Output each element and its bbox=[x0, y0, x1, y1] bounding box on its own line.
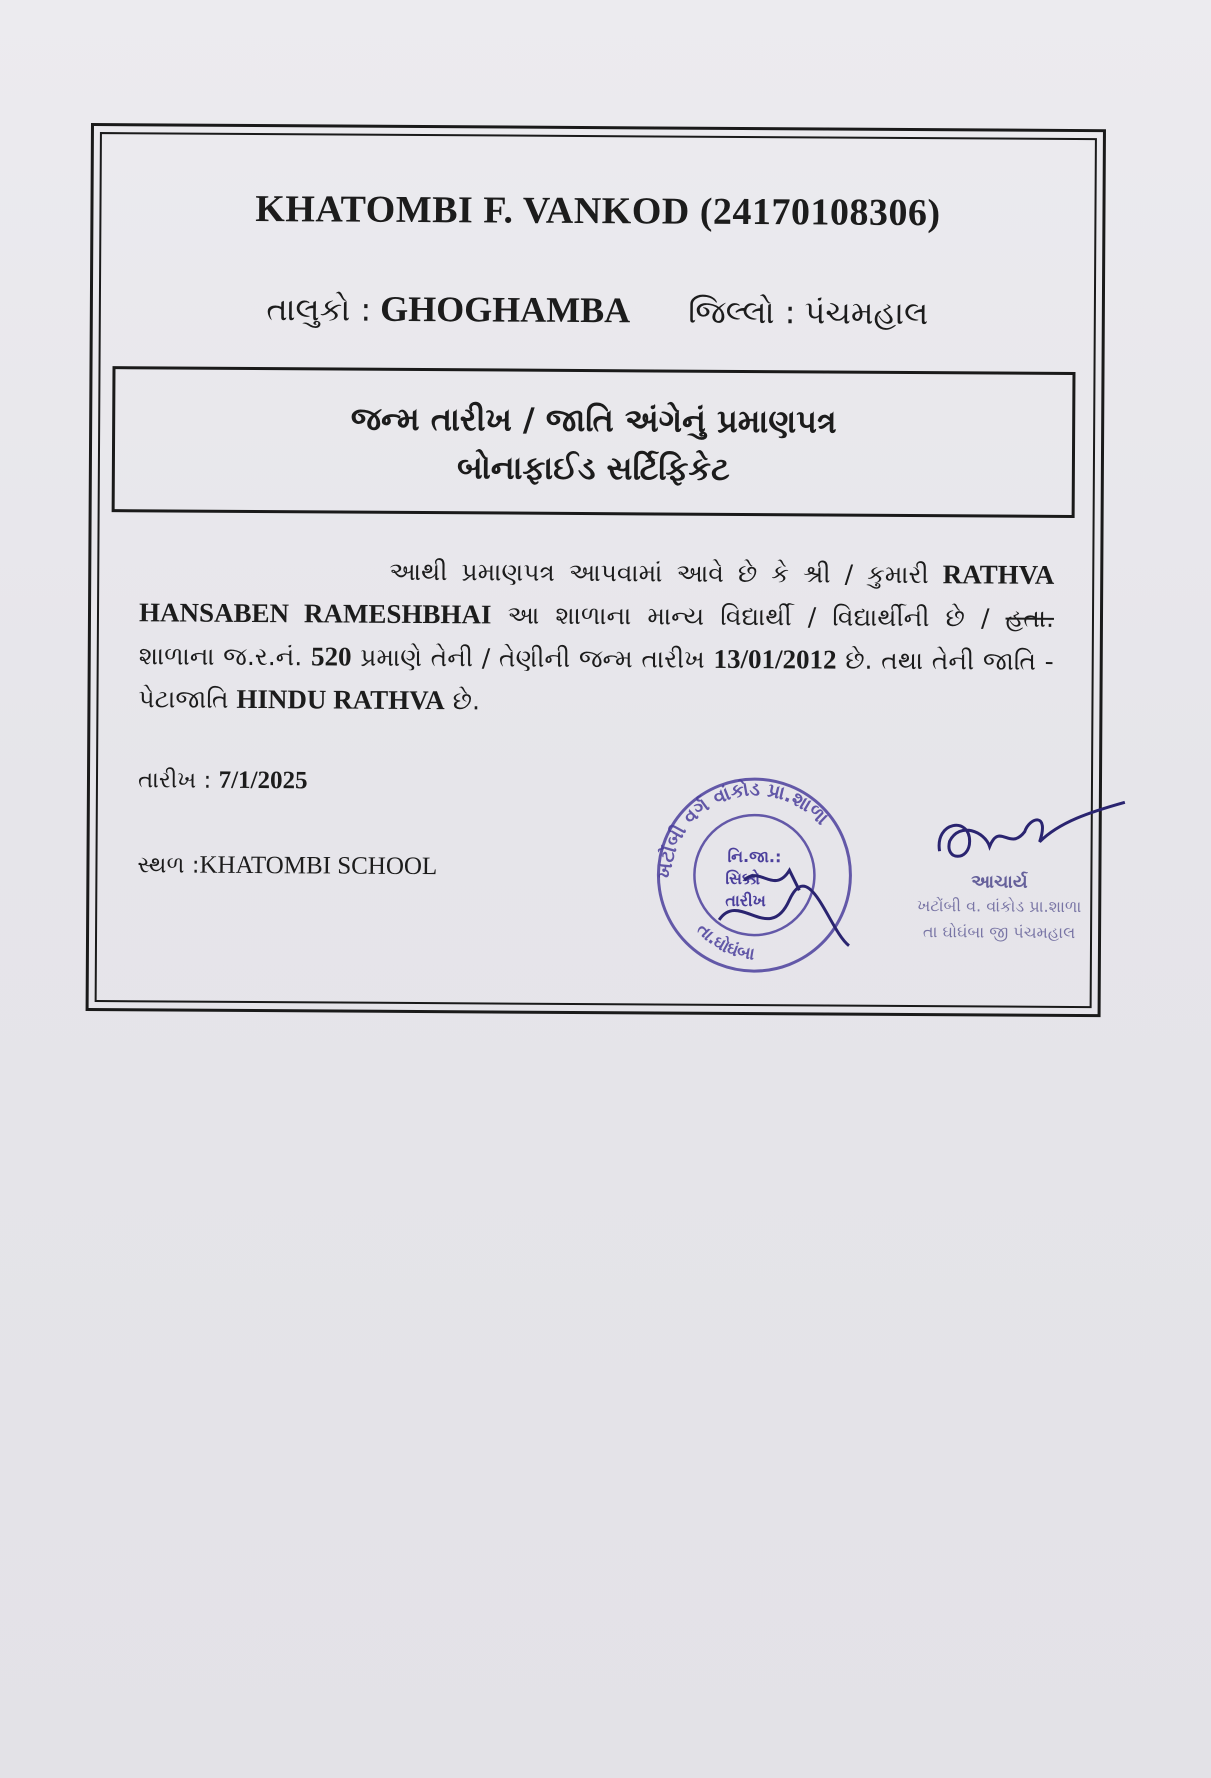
school-title: KHATOMBI F. VANKOD (24170108306) bbox=[255, 188, 941, 235]
certificate-title-box bbox=[112, 366, 1076, 518]
date-label: તારીખ : bbox=[137, 767, 212, 794]
principal-title: આચાર્ય bbox=[971, 871, 1028, 893]
seal-center-text-1: નિ.જા.: bbox=[727, 846, 782, 867]
seal-center-text-2: સિક્કો bbox=[725, 868, 761, 889]
register-text: શાળાના જ.ર.નં. bbox=[138, 641, 303, 672]
certificate-body bbox=[138, 548, 1054, 726]
student-name: RATHVA HANSABEN RAMESHBHAI bbox=[138, 559, 1055, 630]
register-number: 520 bbox=[310, 641, 352, 672]
issue-date bbox=[138, 766, 308, 795]
place-label: સ્થળ : bbox=[137, 852, 200, 879]
issue-place bbox=[137, 851, 437, 881]
caste-value: HINDU RATHVA bbox=[236, 683, 445, 716]
principal-signature bbox=[929, 791, 1130, 882]
end-text: છે. bbox=[452, 686, 481, 716]
place-value: KHATOMBI SCHOOL bbox=[199, 851, 438, 881]
principal-place: તા ઘોઘંબા જી પંચમહાલ bbox=[922, 922, 1076, 943]
district-value: પંચમહાલ bbox=[804, 293, 929, 333]
taluka-value: GHOGHAMBA bbox=[380, 288, 631, 331]
status-text: આ શાળાના માન્ય વિદ્યાર્થી / વિદ્યાર્થીની છે / bbox=[507, 600, 990, 633]
certificate-border bbox=[86, 123, 1106, 1017]
date-of-birth: 13/01/2012 bbox=[713, 643, 837, 675]
taluka-label: તાલુકો : bbox=[266, 290, 372, 329]
location-line bbox=[93, 286, 1102, 334]
seal-center-text-3: તારીખ bbox=[725, 890, 766, 911]
district-label: જિલ્લો : bbox=[688, 292, 796, 332]
principal-stamp bbox=[889, 871, 1109, 943]
seal-ring-text: ખટોંબી વર્ગ વાંકોડ પ્રા.શાળા bbox=[653, 778, 833, 880]
struck-text: હતા. bbox=[1005, 603, 1055, 633]
certificate-title: જન્મ તારીખ / જાતિ અંગેનું પ્રમાણપત્ર bbox=[350, 399, 837, 441]
certificate-subtitle: બોનાફાઈડ સર્ટિફિકેટ bbox=[457, 448, 730, 488]
date-value: 7/1/2025 bbox=[218, 766, 308, 795]
intro-text: આથી પ્રમાણપત્ર આપવામાં આવે છે કે શ્રી / કુમારી bbox=[389, 556, 929, 590]
school-seal-stamp bbox=[649, 769, 860, 980]
principal-school: ખટોંબી વ. વાંકોડ પ્રા.શાળા bbox=[917, 896, 1082, 917]
caste-text: છે. તથા તેની જાતિ - પેટાજાતિ bbox=[138, 645, 1054, 714]
dob-text: પ્રમાણે તેની / તેણીની જન્મ તારીખ bbox=[360, 642, 705, 674]
seal-ring-bottom-text: તા.ઘોઘંબા bbox=[692, 919, 757, 965]
